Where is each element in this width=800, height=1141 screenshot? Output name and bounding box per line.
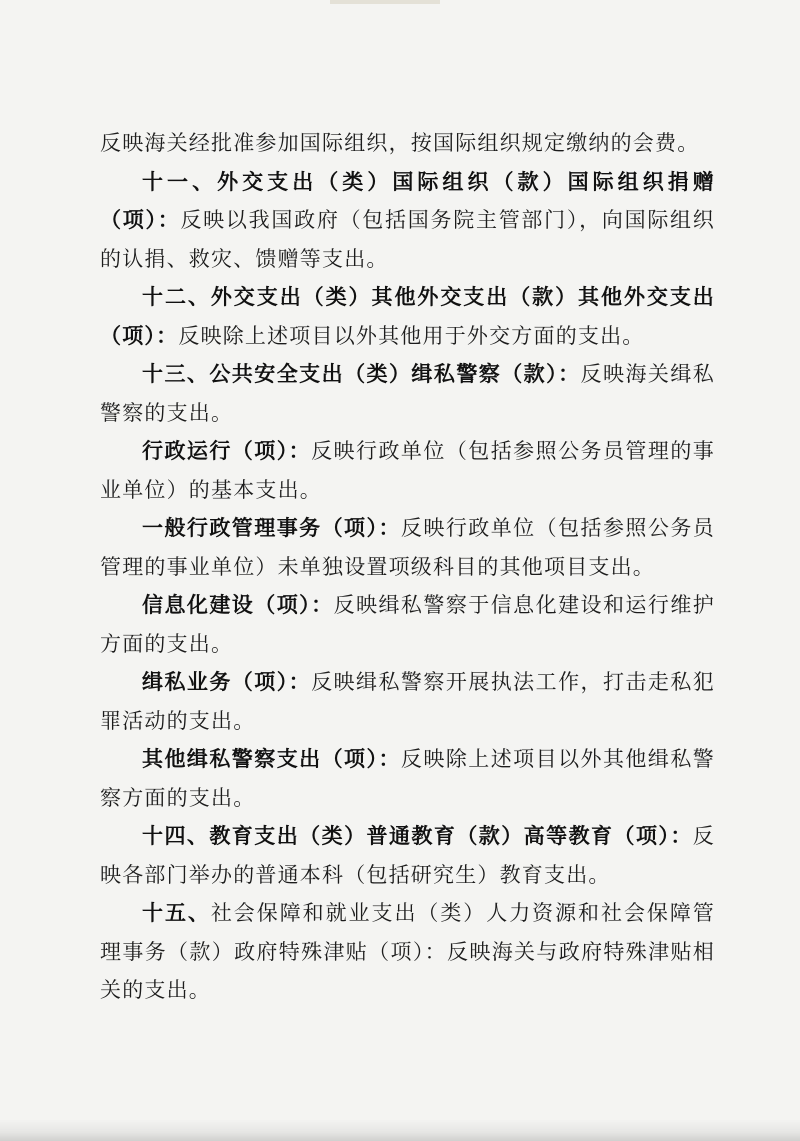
scan-edge-shadow [0, 1119, 800, 1141]
paragraph-heading: 十一、外交支出（类）国际组织（款）国际组织捐赠（项）： [100, 168, 715, 232]
paragraph-item-13 [100, 355, 715, 432]
paragraph-item-12 [100, 278, 715, 355]
paragraph-general-admin [100, 509, 715, 586]
paragraph-other-police [100, 740, 715, 817]
paragraph-body: 反映缉私警察于信息化建设和运行维护方面的支出。 [100, 593, 715, 656]
paragraph-heading: 十二、外交支出（类）其他外交支出（款）其他外交支出（项）： [100, 284, 715, 348]
paragraph-body: 反映各部门举办的普通本科（包括研究生）教育支出。 [100, 824, 715, 887]
paragraph-heading: 其他缉私警察支出（项）： [142, 746, 401, 771]
paragraph-item-15 [100, 894, 715, 1010]
paragraph-body: 反映除上述项目以外其他缉私警察方面的支出。 [100, 747, 715, 810]
paragraph-it-construction [100, 586, 715, 663]
paragraph-heading: 十四、教育支出（类）普通教育（款）高等教育（项）： [142, 823, 693, 848]
paragraph-heading: 一般行政管理事务（项）： [142, 515, 401, 540]
paragraph-item-11 [100, 163, 715, 279]
scan-mark [330, 0, 440, 4]
paragraph-membership-fees [100, 124, 715, 163]
paragraph-heading: 十三、公共安全支出（类）缉私警察（款）： [142, 361, 581, 386]
paragraph-anti-smuggling-business [100, 663, 715, 740]
paragraph-body: 反映行政单位（包括参照公务员管理的事业单位）的基本支出。 [100, 439, 715, 502]
paragraph-body: 反映除上述项目以外其他用于外交方面的支出。 [178, 323, 645, 348]
paragraph-admin-operation [100, 432, 715, 509]
paragraph-item-14 [100, 817, 715, 894]
paragraph-body: 反映以我国政府（包括国务院主管部门），向国际组织的认捐、救灾、馈赠等支出。 [100, 208, 715, 271]
paragraph-body: 反映缉私警察开展执法工作，打击走私犯罪活动的支出。 [100, 670, 715, 733]
document-page [100, 124, 715, 1010]
paragraph-body: 反映海关经批准参加国际组织，按国际组织规定缴纳的会费。 [100, 131, 700, 155]
paragraph-heading: 十五、 [142, 900, 211, 925]
paragraph-heading: 行政运行（项）： [142, 438, 312, 463]
paragraph-heading: 缉私业务（项）： [142, 669, 312, 694]
paragraph-body: 反映海关缉私警察的支出。 [100, 362, 716, 425]
paragraph-body: 社会保障和就业支出（类）人力资源和社会保障管理事务（款）政府特殊津贴（项）：反映海关与政府特殊津贴相关的支出。 [100, 901, 715, 1002]
paragraph-heading: 信息化建设（项）： [142, 592, 334, 617]
paragraph-body: 反映行政单位（包括参照公务员管理的事业单位）未单独设置项级科目的其他项目支出。 [100, 516, 715, 579]
